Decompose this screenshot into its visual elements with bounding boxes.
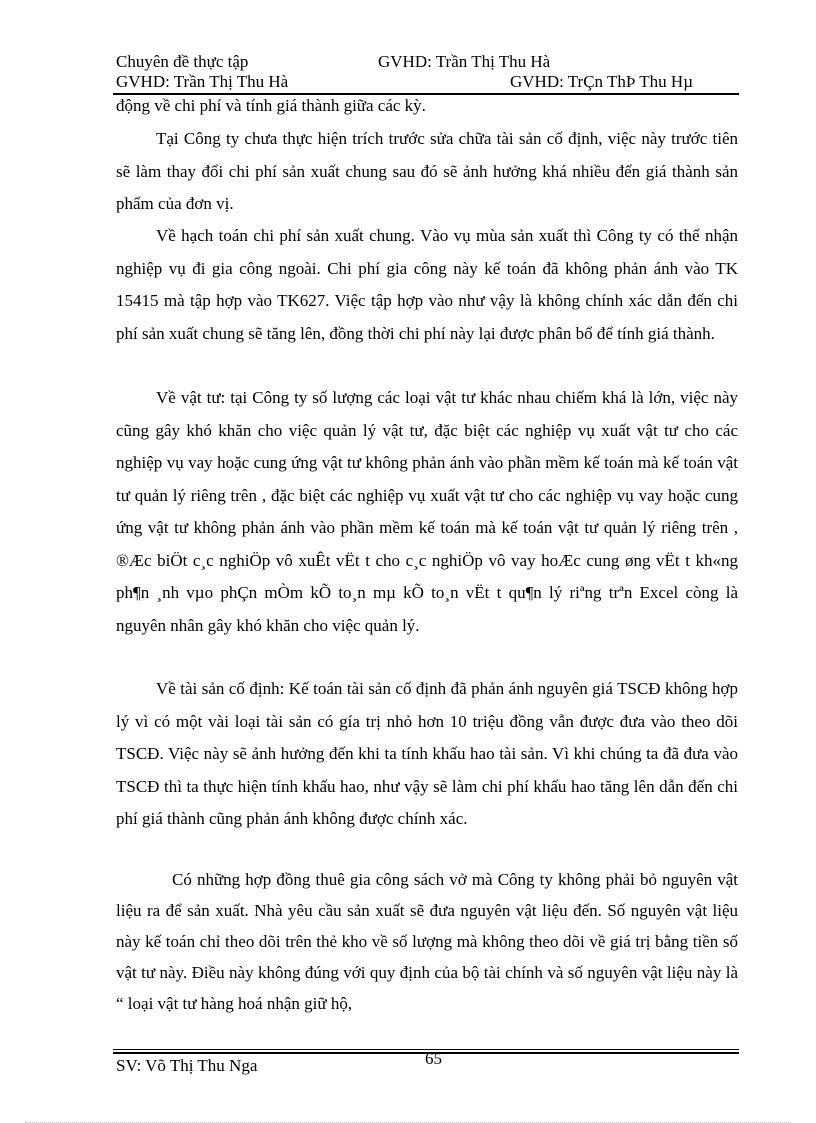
header-advisor-garbled: GVHD: TrÇn ThÞ Thu Hµ [510,72,693,91]
paragraph-continued: động về chi phí và tính giá thành giữa các kỳ. [116,96,426,115]
footer-page-number: 65 [425,1049,442,1068]
paragraph-depreciation-reserve: Tại Công ty chưa thực hiện trích trước sửa chữa tài sản cố định, việc này trước tiên sẽ làm thay đổi chi phí sản xuất chung sau đó sẽ ảnh hưởng khá nhiều đến giá thành sản phẩm của đơn vị. [116,129,738,213]
header-advisor-primary: GVHD: Trần Thị Thu Hà [378,52,551,71]
paragraph-production-overhead: Về hạch toán chi phí sản xuất chung. Vào vụ mùa sản xuất thì Công ty có thể nhận nghiệp vụ đi gia công ngoài. Chi phí gia công này kế toán đã không phản ánh vào TK 15415 mà tập hợp vào TK627. Việc tập hợp vào như vậy là không chính xác dẫn đến chi phí sản xuất chung sẽ tăng lên, đồng thời chi phí này lại được phân bổ để tính giá thành. [116,226,738,343]
paragraph-fixed-assets: Về tài sản cố định: Kế toán tài sản cố định đã phản ánh nguyên giá TSCĐ không hợp lý vì có một vài loại tài sản có gía trị nhỏ hơn 10 triệu đồng vẫn được đưa vào theo dõi TSCĐ. Việc này sẽ ảnh hưởng đến khi ta tính khấu hao tài sản. Vì khi chúng ta đã đưa vào TSCĐ thì ta thực hiện tính khấu hao, như vậy sẽ làm chi phí khấu hao tăng lên dẫn đến chi phí giá thành cũng phản ánh không được chính xác. [116,679,738,828]
footer-student-name: SV: Võ Thị Thu Nga [116,1056,258,1075]
paragraph-materials: Về vật tư: tại Công ty số lượng các loại vật tư khác nhau chiếm khá là lớn, việc này cũng gây khó khăn cho việc quản lý vật tư, đặc biệt các nghiệp vụ xuất vật tư cho các nghiệp vụ vay hoặc cung ứng vật tư không phản ánh vào phần mềm kế toán mà kế toán vật tư quản lý riêng trên , đặc biệt các nghiệp vụ xuất vật tư cho các nghiệp vụ vay hoặc cung ứng vật tư không phản ánh vào phần mềm kế toán mà kế toán vật tư quản lý riêng trên , ®Æc biÖt c¸c nghiÖp vô xuÊt vËt t cho c¸c nghiÖp vô vay hoÆc cung øng vËt t kh«ng ph¶n ¸nh vµo phÇn mÒm kÕ to¸n mµ kÕ to¸n vËt t qu¶n lý riªng trªn Excel còng là nguyên nhân gây khó khăn cho việc quản lý. [116,388,738,635]
paragraph-processing-contracts: Có những hợp đồng thuê gia công sách vở mà Công ty không phải bỏ nguyên vật liệu ra để sản xuất. Nhà yêu cầu sản xuất sẽ đưa nguyên vật liệu đến. Số nguyên vật liệu này kế toán chỉ theo dõi trên thẻ kho về số lượng mà không theo dõi về giá trị bằng tiền số vật tư này. Điều này không đúng với quy định của bộ tài chính và số nguyên vật liệu này là “ loại vật tư hàng hoá nhận giữ hộ, [116,870,738,1013]
header-course-title: Chuyên đề thực tập [116,52,249,71]
header-advisor-left: GVHD: Trần Thị Thu Hà [116,72,289,91]
